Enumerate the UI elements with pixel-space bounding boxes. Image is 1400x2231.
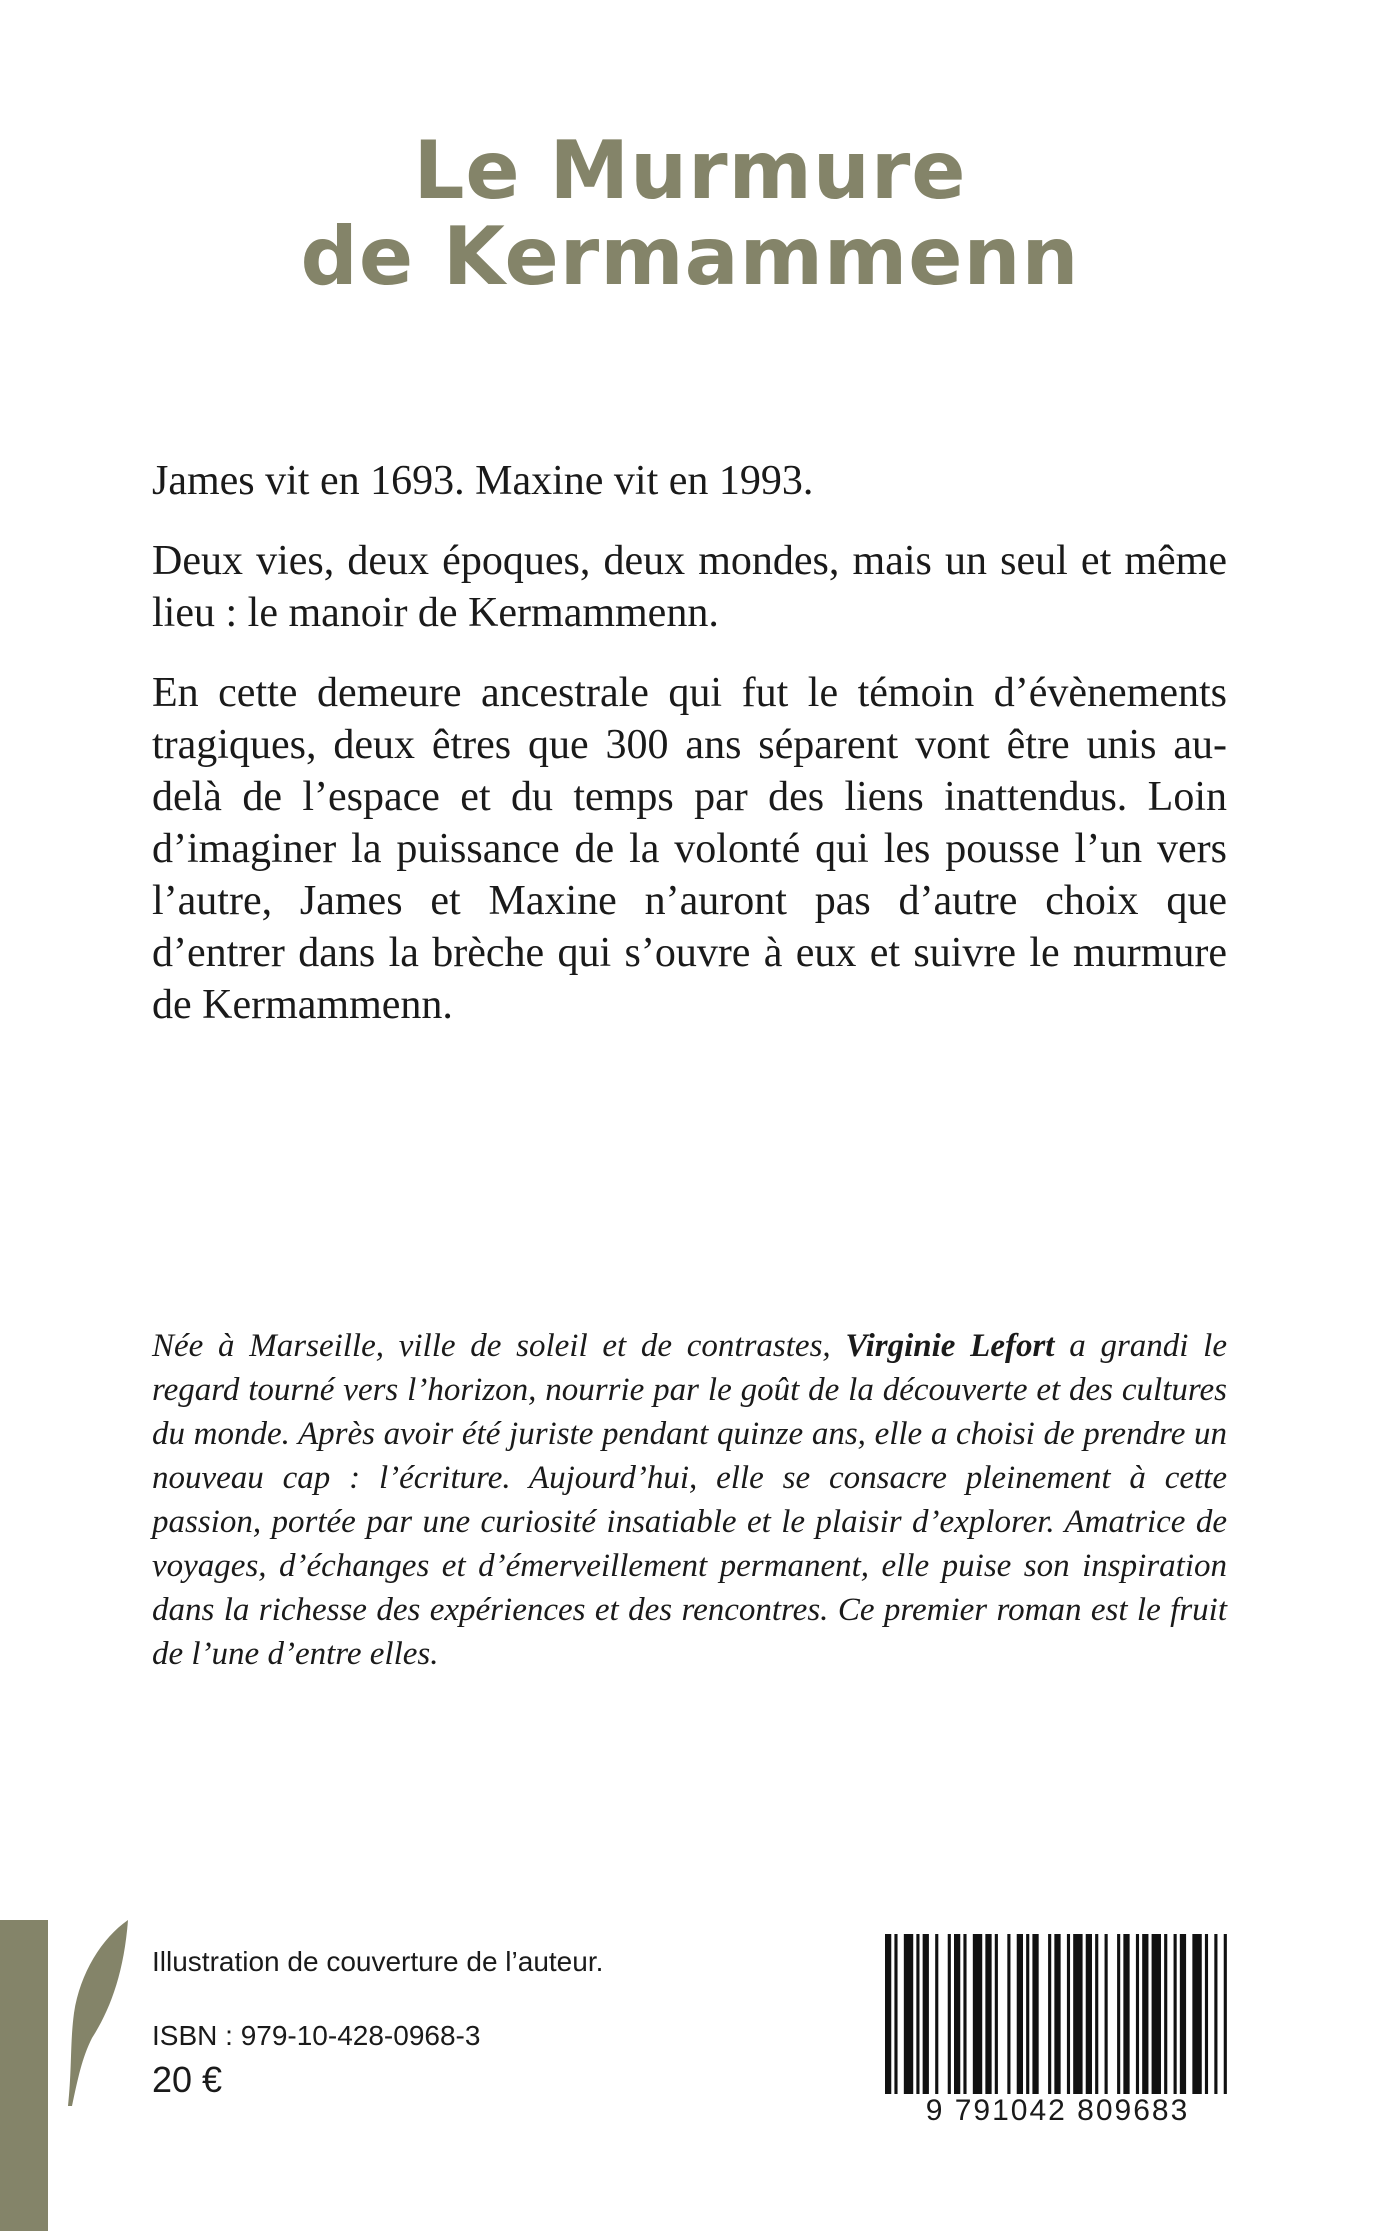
illustration-credit: Illustration de couverture de l’auteur. — [152, 1946, 604, 1977]
synopsis-paragraph-3: En cette demeure ancestrale qui fut le témoin d’évènements tragiques, deux êtres que 300 ans séparent vont être unis au-delà de l’espace et du temps par des liens inattendus. Loin d’imaginer la puissance de la volonté qui les pousse l’un vers l’autre, James et Maxine n’auront pas d’autre choix que d’entrer dans la brèche qui s’ouvre à eux et suivre le murmure de Kermammenn. — [152, 670, 1227, 1028]
barcode-digits: 9 791042 809683 — [925, 2094, 1190, 2127]
author-name: Virginie Lefort — [845, 1328, 1055, 1364]
barcode-icon — [885, 1934, 1230, 2094]
side-band — [0, 1920, 48, 2231]
feather-icon — [62, 1918, 132, 2108]
bio-intro: Née à Marseille, ville de soleil et de contrastes, — [152, 1328, 846, 1364]
bio-text: a grandi le regard tourné vers l’horizon, nourrie par le goût de la découverte et des cultures du monde. Après avoir été juriste pendant quinze ans, elle a choisi de prendre un nouveau cap : l’écriture. Aujourd’hui, elle se consacre pleinement à cette passion, portée par une curiosité insatiable et le plaisir d’explorer. Amatrice de voyages, d’échanges et d’émerveillement permanent, elle puise son inspiration dans la richesse des expériences et des rencontres. Ce premier roman est le fruit de l’une d’entre elles. — [152, 1328, 1227, 1672]
synopsis-paragraph-2: Deux vies, deux époques, deux mondes, mais un seul et même lieu : le manoir de Kermammenn. — [152, 538, 1227, 636]
title-line-2: de Kermammenn — [300, 210, 1080, 303]
synopsis-paragraph-1: James vit en 1693. Maxine vit en 1993. — [152, 458, 814, 504]
title-line-1: Le Murmure — [413, 124, 967, 217]
isbn: ISBN : 979-10-428-0968-3 — [152, 2020, 481, 2051]
synopsis — [152, 455, 1227, 1059]
book-title — [0, 124, 1380, 303]
credits — [152, 1944, 603, 2102]
author-bio — [152, 1324, 1227, 1676]
price: 20 € — [152, 2059, 223, 2100]
